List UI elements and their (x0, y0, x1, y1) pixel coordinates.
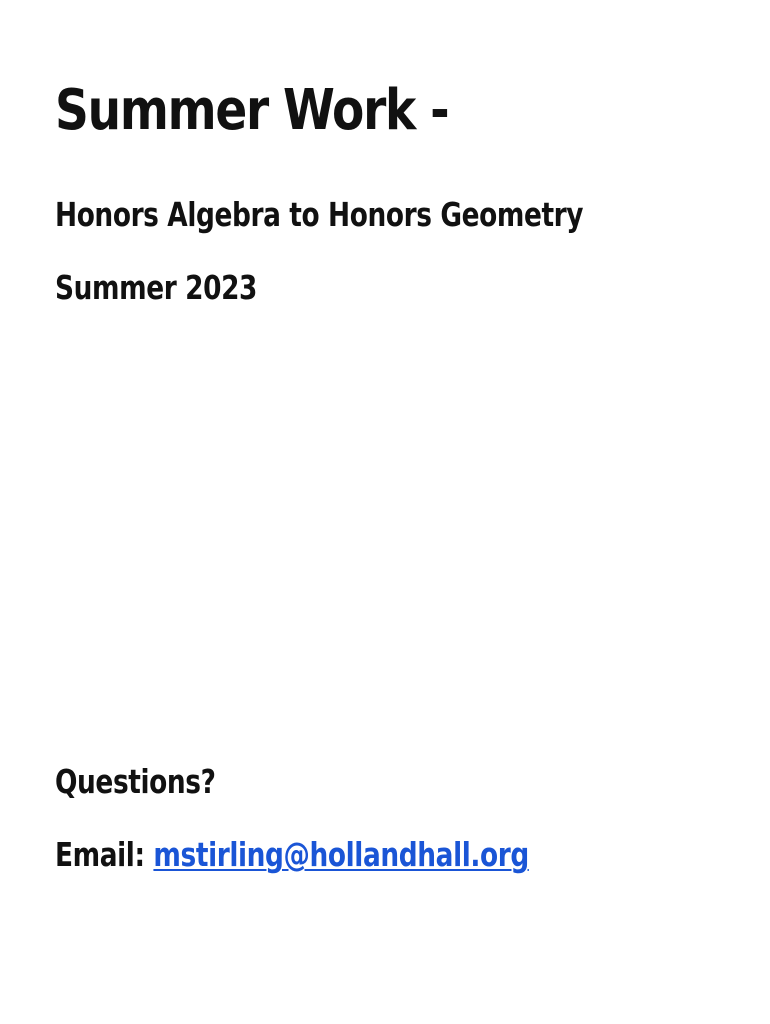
questions-heading: Questions? (55, 762, 216, 801)
email-label: Email: (55, 835, 145, 874)
term-label: Summer 2023 (55, 268, 258, 307)
course-subtitle: Honors Algebra to Honors Geometry (55, 195, 584, 234)
document-title: Summer Work - (55, 78, 449, 143)
email-link[interactable]: mstirling@hollandhall.org (153, 835, 529, 874)
email-line (55, 835, 529, 875)
